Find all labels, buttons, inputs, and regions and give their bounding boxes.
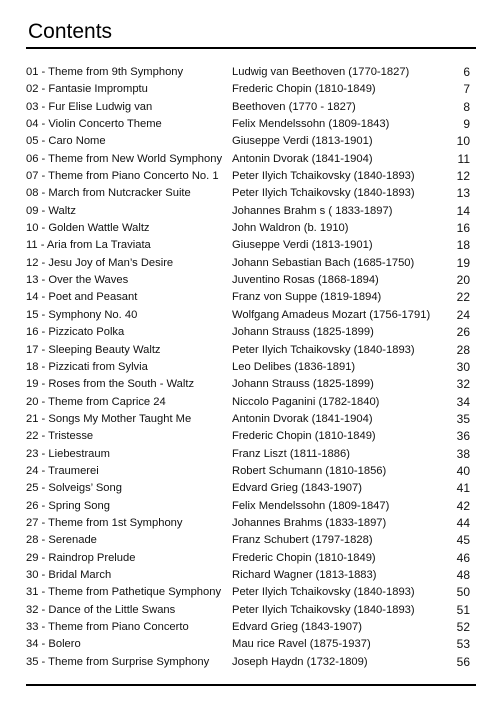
entry-composer: Edvard Grieg (1843-1907) [232,482,362,495]
entry-composer: Antonin Dvorak (1841-1904) [232,412,373,425]
entry-page-number: 11 [457,151,470,166]
entry-title: 19 - Roses from the South - Waltz [26,378,195,391]
toc-entry [0,411,501,428]
entry-composer: Juventino Rosas (1868-1894) [232,274,379,287]
entry-page-number: 48 [456,567,470,582]
entry-page-number: 18 [456,238,470,253]
entry-page-number: 52 [456,620,470,634]
entry-composer: Robert Schumann (1810-1856) [232,464,387,477]
toc-entry [0,168,501,185]
entry-composer: Peter Ilyich Tchaikovsky (1840-1893) [232,343,415,356]
toc-entry [0,394,501,411]
entry-composer: Johann Strauss (1825-1899) [232,326,374,339]
toc-entry [0,272,501,289]
entry-title: 10 - Golden Wattle Waltz [26,222,150,235]
entry-composer: Mau rice Ravel (1875-1937) [232,638,371,651]
top-divider [26,47,476,49]
entry-page-number: 45 [456,533,470,548]
toc-entry [0,480,501,497]
entry-page-number: 46 [456,550,470,565]
entry-composer: Johannes Brahm s ( 1833-1897) [232,204,393,217]
entry-composer: Antonin Dvorak (1841-1904) [232,152,373,165]
entry-page-number: 53 [456,637,470,652]
entry-composer: Giuseppe Verdi (1813-1901) [232,135,373,148]
entry-page-number: 22 [456,290,470,305]
entry-page-number: 28 [456,342,470,357]
entry-title: 05 - Caro Nome [26,135,106,148]
entry-page-number: 10 [456,134,470,149]
toc-entry [0,133,501,150]
entry-composer: Felix Mendelssohn (1809-1843) [232,118,390,131]
toc-entry [0,550,501,567]
entry-composer: Johann Sebastian Bach (1685-1750) [232,256,415,269]
entry-title: 09 - Waltz [26,204,76,217]
toc-entry [0,81,501,98]
entry-title: 23 - Liebestraum [26,447,110,460]
toc-entry [0,324,501,341]
toc-entry [0,446,501,463]
toc-entry [0,567,501,584]
entry-composer: Peter Ilyich Tchaikovsky (1840-1893) [232,586,415,599]
entry-title: 13 - Over the Waves [26,274,129,287]
toc-entry [0,654,501,671]
entry-page-number: 13 [456,186,470,201]
entry-title: 35 - Theme from Surprise Symphony [26,655,210,668]
page-title: Contents [28,20,113,43]
entry-page-number: 6 [463,65,470,79]
entry-composer: Niccolo Paganini (1782-1840) [232,395,380,408]
entry-page-number: 51 [456,602,470,617]
toc-entry [0,532,501,549]
entry-title: 20 - Theme from Caprice 24 [26,395,166,408]
entry-composer: Franz Schubert (1797-1828) [232,534,373,547]
entry-title: 14 - Poet and Peasant [26,291,138,304]
entry-title: 06 - Theme from New World Symphony [26,152,223,165]
entry-title: 22 - Tristesse [26,430,94,443]
entry-composer: Leo Delibes (1836-1891) [232,360,356,373]
toc-entry [0,463,501,480]
entry-title: 27 - Theme from 1st Symphony [26,516,183,529]
toc-entry [0,237,501,254]
entry-title: 07 - Theme from Piano Concerto No. 1 [26,170,219,183]
toc-entry [0,619,501,636]
entry-page-number: 34 [456,394,470,409]
entry-title: 25 - Solveigs’ Song [26,482,122,495]
toc-entry [0,99,501,116]
entry-composer: Frederic Chopin (1810-1849) [232,551,376,564]
toc-entry [0,342,501,359]
entry-composer: Joseph Haydn (1732-1809) [232,655,368,668]
entry-title: 16 - Pizzicato Polka [26,326,125,339]
entry-title: 17 - Sleeping Beauty Waltz [26,343,161,356]
entry-title: 32 - Dance of the Little Swans [26,603,176,616]
toc-entry [0,498,501,515]
entry-page-number: 35 [456,411,470,426]
entry-page-number: 32 [456,377,470,392]
toc-entry [0,203,501,220]
entry-page-number: 40 [456,463,470,478]
entry-page-number: 8 [463,99,470,114]
bottom-divider [26,684,476,686]
entry-composer: Wolfgang Amadeus Mozart (1756-1791) [232,308,431,321]
toc-entry [0,255,501,272]
entry-page-number: 19 [456,255,470,270]
entry-composer: Johann Strauss (1825-1899) [232,378,374,391]
entry-title: 12 - Jesu Joy of Man’s Desire [26,256,174,269]
entry-composer: Edvard Grieg (1843-1907) [232,621,362,633]
toc-entry [0,185,501,202]
entry-page-number: 14 [456,203,470,218]
entry-title: 15 - Symphony No. 40 [26,308,138,321]
entry-composer: Peter Ilyich Tchaikovsky (1840-1893) [232,170,415,183]
entry-composer: Johannes Brahms (1833-1897) [232,516,387,529]
entry-title: 28 - Serenade [26,534,97,547]
entry-title: 18 - Pizzicati from Sylvia [26,360,148,373]
entry-title: 26 - Spring Song [26,499,110,512]
entry-page-number: 24 [456,307,470,322]
entry-title: 21 - Songs My Mother Taught Me [26,412,192,425]
entry-composer: Franz von Suppe (1819-1894) [232,291,382,304]
entry-title: 33 - Theme from Piano Concerto [26,621,189,633]
entry-page-number: 16 [456,221,470,236]
entry-title: 24 - Traumerei [26,464,99,477]
entry-title: 29 - Raindrop Prelude [26,551,136,564]
entry-composer: Frederic Chopin (1810-1849) [232,83,376,96]
entry-page-number: 56 [456,654,470,669]
entry-composer: Richard Wagner (1813-1883) [232,568,377,581]
entry-page-number: 36 [456,429,470,444]
entry-title: 34 - Bolero [26,638,81,651]
toc-entry [0,151,501,168]
entry-title: 02 - Fantasie Impromptu [26,83,148,96]
entry-page-number: 41 [456,481,470,496]
toc-entry [0,359,501,376]
entry-page-number: 12 [456,169,470,184]
entry-composer: Giuseppe Verdi (1813-1901) [232,239,373,252]
entry-composer: Franz Liszt (1811-1886) [232,447,350,460]
entry-page-number: 42 [456,498,470,513]
entry-title: 03 - Fur Elise Ludwig van [26,100,153,113]
entry-composer: John Waldron (b. 1910) [232,222,349,235]
entry-page-number: 26 [456,325,470,340]
toc-entry [0,636,501,653]
entry-page-number: 38 [456,446,470,461]
entry-composer: Ludwig van Beethoven (1770-1827) [232,66,410,78]
entry-title: 11 - Aria from La Traviata [26,239,151,252]
toc-entry [0,584,501,601]
entry-composer: Felix Mendelssohn (1809-1847) [232,499,390,512]
entry-title: 04 - Violin Concerto Theme [26,118,162,131]
toc-entry [0,515,501,532]
entry-composer: Beethoven (1770 - 1827) [232,100,356,113]
entry-composer: Peter Ilyich Tchaikovsky (1840-1893) [232,187,415,200]
entry-title: 08 - March from Nutcracker Suite [26,187,191,200]
entry-title: 01 - Theme from 9th Symphony [26,66,184,78]
entry-title: 30 - Bridal March [26,568,112,581]
entry-composer: Peter Ilyich Tchaikovsky (1840-1893) [232,603,415,616]
toc-entry [0,428,501,445]
toc-entry [0,116,501,133]
toc-entry [0,602,501,619]
entry-composer: Frederic Chopin (1810-1849) [232,430,376,443]
entry-page-number: 7 [463,82,470,97]
toc-entry [0,64,501,81]
entry-page-number: 9 [463,117,470,132]
toc-entry [0,307,501,324]
contents-list [0,64,501,671]
toc-entry [0,220,501,237]
entry-page-number: 30 [456,359,470,374]
entry-page-number: 50 [456,585,470,600]
entry-title: 31 - Theme from Pathetique Symphony [26,586,222,599]
entry-page-number: 44 [456,515,470,530]
entry-page-number: 20 [456,273,470,288]
toc-entry [0,376,501,393]
toc-entry [0,289,501,306]
